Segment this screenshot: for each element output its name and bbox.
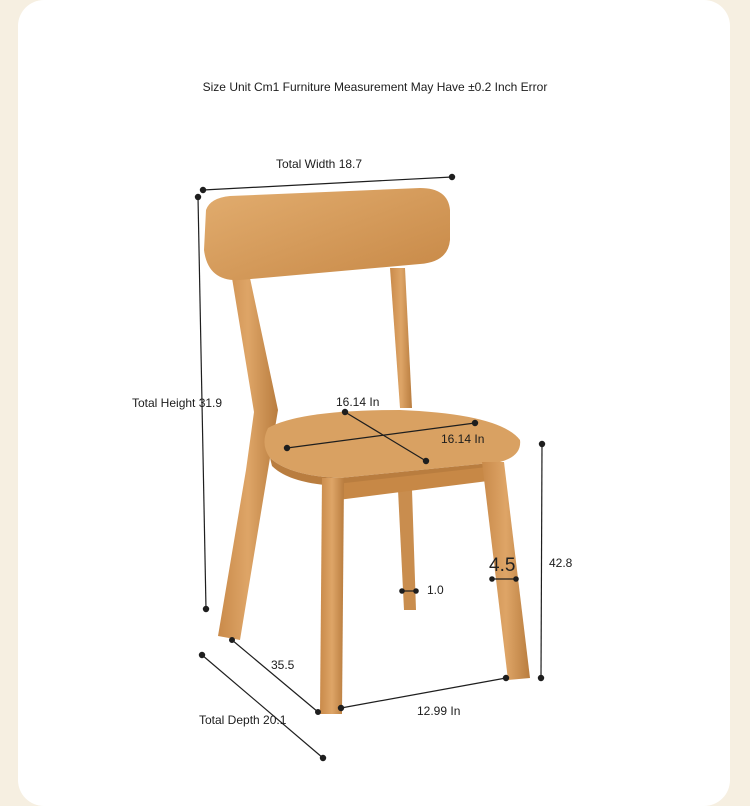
rear-leg-right	[390, 268, 412, 408]
backrest	[204, 188, 450, 280]
measurement-note: Size Unit Cm1 Furniture Measurement May Have ±0.2 Inch Error	[202, 80, 548, 94]
leg-width-label: 4.5	[489, 555, 516, 576]
total-depth-label: Total Depth 20.1	[199, 713, 287, 727]
seat-height-label: 42.8	[549, 556, 573, 570]
rear-leg-left	[218, 278, 278, 640]
front-leg-left	[320, 478, 344, 714]
side-depth-label: 35.5	[271, 658, 295, 672]
seat-width-label: 16.14 In	[336, 395, 380, 409]
front-width-label: 12.99 In	[417, 704, 461, 718]
seat-depth-label: 16.14 In	[441, 432, 485, 446]
total-width-label: Total Width 18.7	[276, 157, 363, 171]
rail-label: 1.0	[427, 583, 444, 597]
total-height-label: Total Height 31.9	[132, 396, 223, 410]
